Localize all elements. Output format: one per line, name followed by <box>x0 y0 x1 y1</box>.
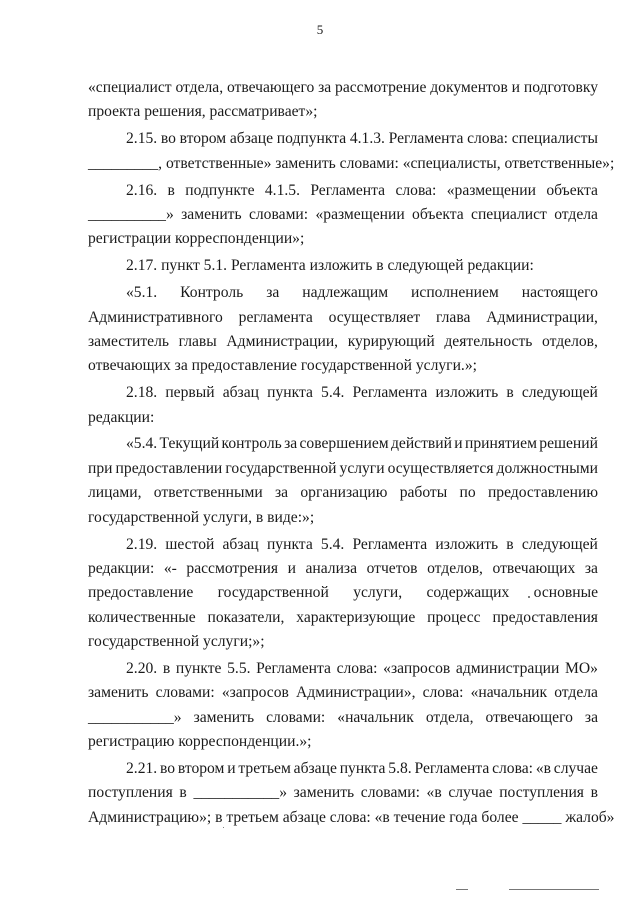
text-line: редакции: <box>88 408 155 426</box>
paragraph <box>88 254 598 278</box>
paragraph <box>88 179 598 252</box>
paragraph <box>88 281 598 379</box>
text-line: 2.15. во втором абзаце подпункта 4.1.3. Регламента слова: специалисты <box>126 130 598 148</box>
text-line: Административного регламента осуществляет глава Администрации, <box>88 308 598 326</box>
paragraph <box>88 657 598 755</box>
text-line: государственной услуги, в виде:»; <box>88 508 315 526</box>
text-line: 2.16. в подпункте 4.1.5. Регламента слова: «размещении объекта <box>126 181 598 199</box>
text-line: количественные показатели, характеризующие процесс предоставления <box>88 608 598 626</box>
paragraph <box>88 533 598 655</box>
paragraph <box>88 381 598 430</box>
scan-artifact-line <box>456 889 468 890</box>
text-line: 2.20. в пункте 5.5. Регламента слова: «запросов администрации МО» <box>126 659 598 677</box>
text-line: «5.1. Контроль за надлежащим исполнением настоящего <box>126 284 598 302</box>
paragraph <box>88 127 615 176</box>
text-line: проекта решения, рассматривает»; <box>88 103 318 121</box>
text-line: 2.17. пункт 5.1. Регламента изложить в следующей редакции: <box>126 257 534 275</box>
text-line: государственной услуги;»; <box>88 633 265 651</box>
page-number: 5 <box>316 22 324 37</box>
scan-artifact-line <box>509 889 599 890</box>
text-line: заместитель главы Администрации, курирующий деятельность отделов, <box>88 332 598 350</box>
text-line: регистрации корреспонденции»; <box>88 230 305 248</box>
text-line: _________, ответственные» заменить словами: «специалисты, ответственные»; <box>88 154 615 172</box>
paragraph <box>88 757 615 830</box>
text-line: ___________» заменить словами: «начальник отдела, отвечающего за <box>88 708 598 726</box>
text-line: отвечающих за предоставление государственной услуги.»; <box>88 357 477 375</box>
text-line: 2.21. во втором и третьем абзаце пункта 5.8. Регламента слова: «в случае <box>126 760 598 778</box>
text-line: при предоставлении государственной услуги осуществляется должностными <box>88 459 598 477</box>
text-line: Администрацию»; в третьем абзаце слова: «в течение года более _____ жалоб» <box>88 808 615 826</box>
text-line: 2.18. первый абзац пункта 5.4. Регламента изложить в следующей <box>126 384 598 402</box>
scan-speck <box>528 596 530 598</box>
text-line: редакции: «- рассмотрения и анализа отчетов отделов, отвечающих за <box>88 559 598 577</box>
text-line: «5.4. Текущий контроль за совершением действий и принятием решений <box>126 435 598 453</box>
text-line: 2.19. шестой абзац пункта 5.4. Регламента изложить в следующей <box>126 535 598 553</box>
text-line: предоставление государственной услуги, содержащих основные <box>88 584 598 602</box>
text-line: регистрацию корреспонденции.»; <box>88 733 312 751</box>
text-line: поступления в ___________» заменить словами: «в случае поступления в <box>88 784 598 802</box>
paragraph <box>88 432 598 530</box>
document-body <box>88 76 615 830</box>
text-line: «специалист отдела, отвечающего за рассмотрение документов и подготовку <box>88 79 598 96</box>
paragraph <box>88 76 598 125</box>
text-line: заменить словами: «запросов Администрации», слова: «начальник отдела <box>88 684 598 702</box>
scan-speck <box>223 827 224 828</box>
text-line: __________» заменить словами: «размещении объекта специалист отдела <box>88 205 598 223</box>
text-line: лицами, ответственными за организацию работы по предоставлению <box>88 484 598 502</box>
